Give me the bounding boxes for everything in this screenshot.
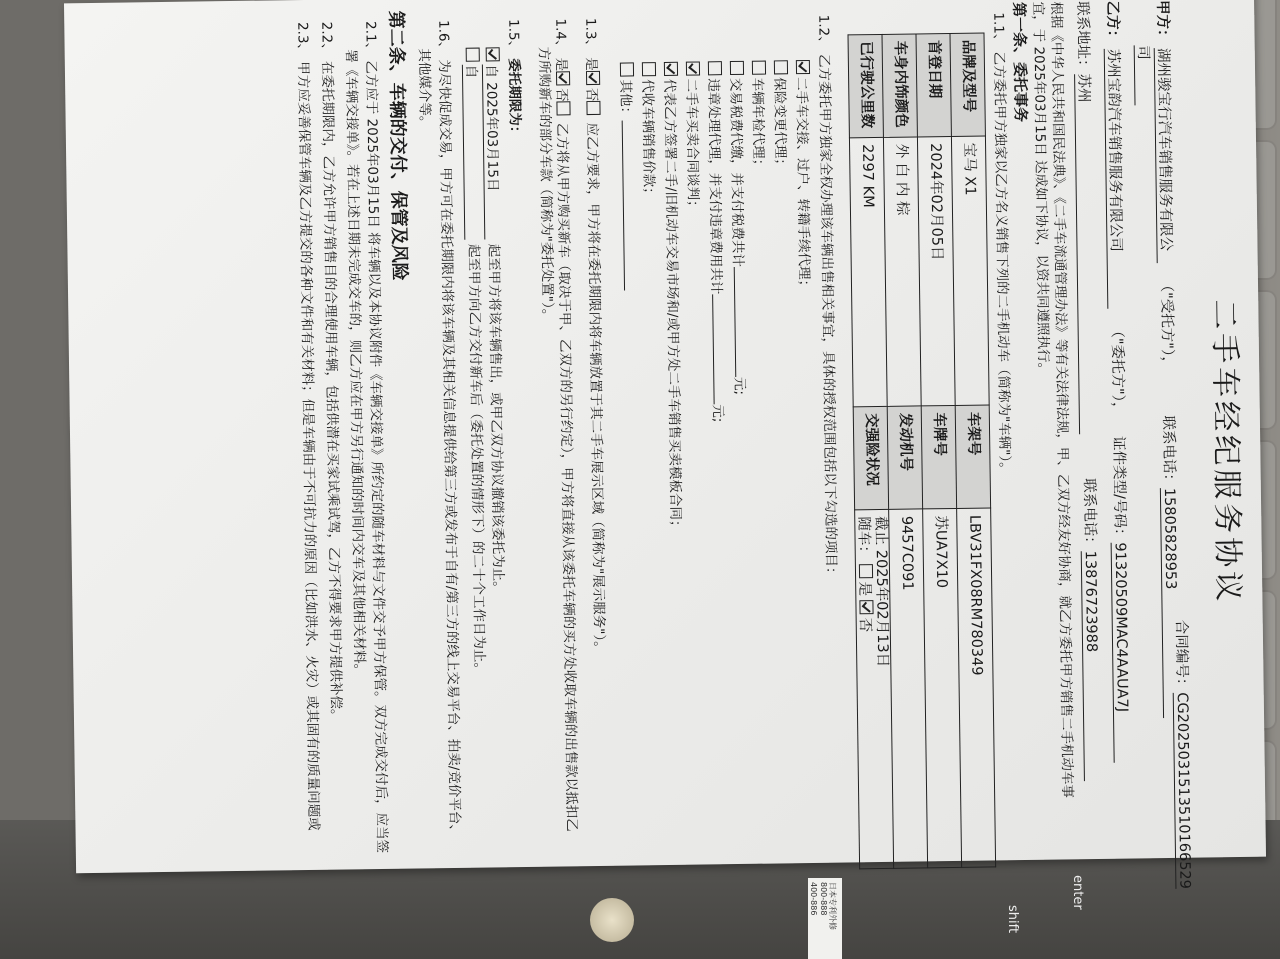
party-b-id-label: 证件类型/号码： bbox=[1110, 435, 1128, 543]
clause-1-2-intro: 1.2、 乙方委托甲方独家全权办理该车辆出售相关事宜，具体的授权范围包括以下勾选的项目： bbox=[815, 14, 840, 581]
table-cell: 9457C091 bbox=[889, 509, 928, 868]
clause-prefix: 1.6、 bbox=[435, 19, 452, 56]
item-checkbox bbox=[708, 61, 722, 75]
party-b-phone: 13876723988 bbox=[1081, 551, 1100, 781]
party-b-role: （"委托方"）， bbox=[1108, 323, 1126, 417]
key-enter bbox=[1030, 855, 1090, 915]
yes-label: 是 bbox=[582, 57, 599, 71]
table-cell: 宝马 X1 bbox=[951, 136, 989, 406]
item-checkbox bbox=[620, 62, 634, 76]
party-a-row bbox=[1154, 0, 1180, 718]
clause-2-2: 2.2、 在委托期限内，乙方允许甲方销售目的合理使用车辆，包括供潜在买家试乘试驾，乙方不得要求甲方提供补偿。 bbox=[318, 21, 345, 723]
clause-1-1: 1.1、 乙方委托甲方独家以乙方名义销售下列的二手机动车（简称为"车辆"）。 bbox=[990, 12, 1013, 476]
key-enter-label: enter bbox=[1070, 875, 1085, 910]
key-shift bbox=[965, 895, 1025, 955]
table-cell: 苏UA7X10 bbox=[923, 509, 962, 868]
table-cell: 2297 KM bbox=[849, 137, 887, 407]
item-text: 其他： bbox=[617, 79, 634, 121]
party-b-label: 乙方： bbox=[1104, 0, 1121, 45]
party-a-label: 甲方： bbox=[1154, 0, 1171, 44]
item-checkbox bbox=[752, 61, 766, 75]
party-a-role: （"受托方"）， bbox=[1157, 277, 1176, 371]
yes-label: 是 bbox=[552, 57, 569, 72]
list-item bbox=[705, 61, 727, 422]
clause-prefix: 1.5、 bbox=[505, 18, 522, 55]
yes-checkbox bbox=[556, 71, 570, 85]
item-text: 代表乙方签署二手/旧机动车交易市场和/或甲方处二手车销售买卖模板合同； bbox=[661, 78, 684, 534]
clause-2-1: 2.1、 乙方应于 2025年03月15日 将车辆以及本协议附件《车辆交接单》所约定的随车材料与文件交予甲方保管。双方完成交付后，应当签 bbox=[362, 20, 390, 854]
clause-1-4 bbox=[553, 18, 581, 831]
item-checkbox bbox=[796, 60, 810, 74]
key-shift-label: shift bbox=[1005, 905, 1020, 934]
preamble-line2: 宜，于 2025年03月15日 达成如下协议，以资共同遵照执行。 bbox=[1030, 1, 1052, 377]
item-checkbox bbox=[730, 61, 744, 75]
sticker-text: 日本专利外修 bbox=[828, 882, 837, 930]
list-item bbox=[617, 62, 637, 290]
term-option-checkbox bbox=[486, 47, 500, 61]
clause-1-6 bbox=[436, 20, 461, 838]
page-title: 二手车经纪服务协议 bbox=[1206, 298, 1246, 606]
no-label: 否 bbox=[583, 87, 600, 102]
clause-2-3: 2.3、 甲方应妥善保管车辆及乙方提交的各种文件和有关材料；但是车辆由于不可抗力的原因（比如洪水、火灾）或其固有的质量问题或 bbox=[294, 21, 322, 831]
clause-prefix: 1.4、 bbox=[552, 18, 569, 54]
item-text: 违章处理代理，并支付违章费用共计 bbox=[705, 78, 725, 295]
term-option-text: 起至甲方向乙方交付新车后（委托处置的情形下）的二十个工作日为止。 bbox=[465, 243, 488, 677]
no-checkbox bbox=[586, 101, 600, 115]
party-a-name-cont bbox=[1134, 45, 1150, 105]
party-b-id: 91320509MAC4AAUA7J bbox=[1111, 542, 1130, 762]
table-label: 车牌号 bbox=[921, 406, 956, 509]
insurance-expiry: 截止 2025年02月13日 bbox=[872, 516, 891, 668]
party-b-contact-row bbox=[1074, 1, 1100, 781]
party-b-phone-label: 联系电话： bbox=[1080, 478, 1098, 551]
term-option-checkbox bbox=[466, 48, 480, 62]
clause-1-6-cont: 其他媒介等。 bbox=[415, 48, 433, 130]
term-option-date: 自 2025年03月15日 bbox=[482, 64, 499, 239]
clause-text: 乙方将从甲方购买新车（取决于甲、乙双方的另行约定），甲方将直接从该委托车辆的买方处收取车辆的出售款以抵扣乙 bbox=[553, 122, 580, 832]
contract-number-label: 合同编号： bbox=[1172, 619, 1190, 693]
unit-text: 元; bbox=[709, 404, 726, 423]
party-b-address-label: 联系地址： bbox=[1074, 1, 1092, 74]
list-item bbox=[639, 62, 657, 201]
table-cell: LBV31FX08RM780349 bbox=[957, 508, 996, 867]
party-a-name: 湖州骏宝行汽车销售服务有限公 bbox=[1154, 48, 1173, 263]
article-1-heading: 第一条、委托事务 bbox=[1010, 1, 1030, 123]
blank-line bbox=[622, 120, 625, 290]
table-cell bbox=[855, 510, 894, 869]
preamble-line1: 根据《中华人民共和国民法典》、《二手车流通管理办法》等有关法律法规，甲、乙双方经友好协商，就乙方委托甲方销售二手机动车事 bbox=[1048, 1, 1076, 799]
list-item bbox=[793, 60, 813, 293]
clause-1-5 bbox=[506, 19, 521, 139]
item-text: 保险变更代理； bbox=[771, 77, 789, 172]
insurance-no-checkbox bbox=[860, 601, 874, 615]
table-cell: 外 白 内 棕 bbox=[883, 137, 921, 407]
clause-text: 为尽快促成交易，甲方可在委托期限内将该车辆及其相关信息提供给第三方或发布于自有/第三方的线上交易平台、拍卖/竞价平台、 bbox=[435, 59, 463, 838]
clause-1-4-cont: 方所购新车的部分车款（简称为"委托处置"）。 bbox=[535, 46, 556, 323]
no-checkbox bbox=[556, 102, 570, 116]
table-label: 首登日期 bbox=[916, 33, 951, 136]
article-2-heading: 第二条、车辆的交付、保管及风险 bbox=[385, 10, 410, 281]
insurance-yes-checkbox bbox=[859, 564, 873, 578]
item-text: 代收车辆销售价款； bbox=[639, 79, 657, 201]
party-a-name-line2: 司 bbox=[1134, 45, 1150, 105]
party-a-phone-label: 联系电话： bbox=[1159, 415, 1177, 489]
list-item bbox=[749, 61, 767, 173]
contract-paper bbox=[64, 0, 1266, 890]
clause-1-3 bbox=[583, 18, 608, 655]
item-text: 车辆年检代理； bbox=[749, 77, 767, 173]
item-text: 二手车交接、过户、转籍手续代理； bbox=[793, 76, 813, 294]
item-checkbox bbox=[642, 62, 656, 76]
item-text: 交易税费代缴，并支付税费共计 bbox=[727, 77, 746, 268]
table-label: 发动机号 bbox=[887, 406, 922, 509]
party-b-row bbox=[1104, 1, 1130, 763]
table-label: 车身内饰颜色 bbox=[882, 34, 917, 137]
term-option-text: 起至甲方将该车辆售出，或甲乙双方协议撤销该委托为止。 bbox=[485, 243, 507, 595]
item-text: 二手车买卖合同谈判； bbox=[683, 78, 701, 214]
no-label: 否 bbox=[553, 88, 570, 102]
item-checkbox bbox=[686, 61, 700, 75]
blank-line bbox=[734, 267, 737, 377]
table-label: 品牌及型号 bbox=[950, 33, 985, 136]
insurance-no-label: 否 bbox=[857, 617, 874, 633]
party-b-name: 苏州宝韵汽车销售服务有限公司 bbox=[1104, 49, 1123, 309]
insurance-follow-label: 随车： bbox=[855, 516, 873, 561]
party-b-address: 苏州 bbox=[1075, 74, 1096, 434]
contract-document bbox=[144, 0, 1256, 914]
clause-2-1-cont: 署《车辆交接单》。若在上述日期未完成交车的，则乙方应在甲方另行通知的时间内交车及其他相关材料。 bbox=[342, 49, 368, 678]
clause-text: 应乙方要求，甲方将在委托期限内将车辆放置于其二手车展示区域（简称为"展示服务"）。 bbox=[583, 122, 608, 655]
table-label: 已行驶公里数 bbox=[848, 34, 883, 137]
table-label: 车架号 bbox=[955, 405, 990, 508]
table-cell: 2024年02月05日 bbox=[917, 136, 955, 406]
yes-checkbox bbox=[586, 71, 600, 85]
term-option-date: 自 bbox=[462, 65, 479, 240]
unit-text: 元; bbox=[731, 376, 748, 396]
list-item bbox=[727, 61, 748, 395]
table-label: 交强险状况 bbox=[853, 407, 888, 510]
sticker-text: 400-886 bbox=[809, 882, 818, 916]
blank-line bbox=[712, 294, 715, 404]
vehicle-table bbox=[847, 33, 996, 870]
sticker-text: 800-888 bbox=[819, 882, 828, 916]
item-checkbox bbox=[774, 60, 788, 74]
item-checkbox bbox=[664, 62, 678, 76]
insurance-yes-label: 是 bbox=[856, 581, 873, 597]
party-a-phone: 15805828953 bbox=[1160, 488, 1179, 718]
contract-number-value: CG2025031513510166529 bbox=[1173, 692, 1193, 890]
clause-prefix: 1.3、 bbox=[582, 17, 599, 54]
list-item bbox=[683, 61, 702, 213]
list-item bbox=[661, 62, 684, 534]
clause-heading: 委托期限为： bbox=[505, 58, 523, 140]
list-item bbox=[771, 60, 789, 172]
